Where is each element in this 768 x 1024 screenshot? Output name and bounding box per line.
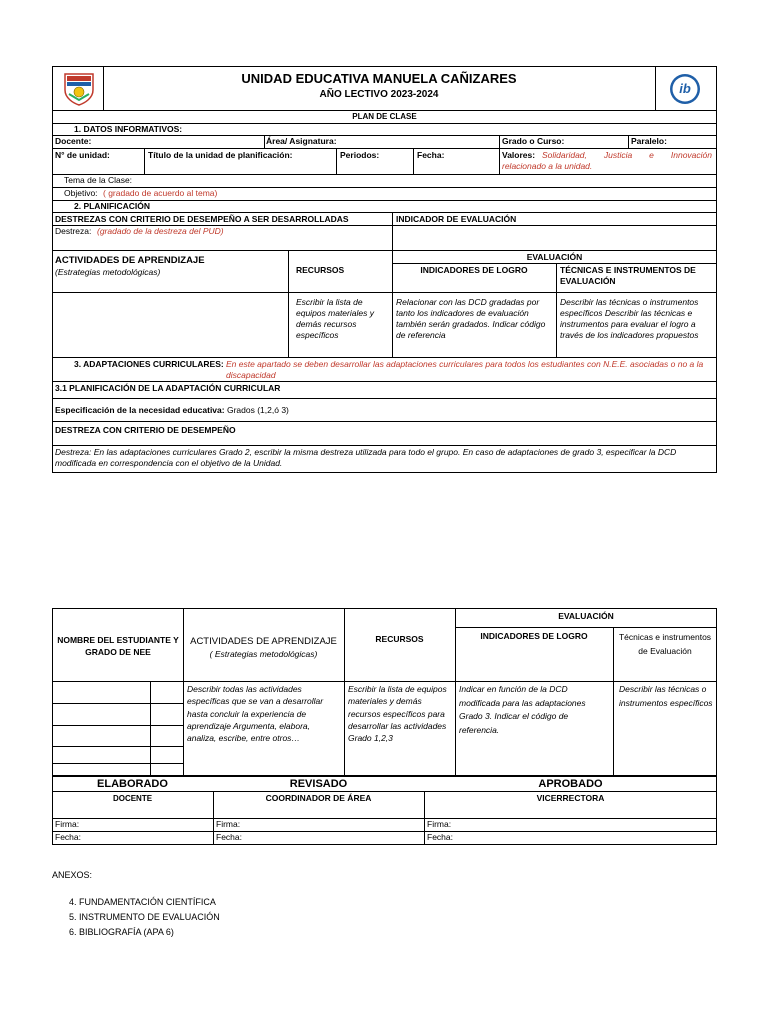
fecha-docente: Fecha: [55,832,81,842]
especificacion-row [55,405,289,416]
destrezas-header: DESTREZAS CON CRITERIO DE DESEMPEÑO A SER DESARROLLADAS [55,214,349,224]
section1-title: 1. DATOS INFORMATIVOS: [74,124,183,134]
actividades-sub: (Estrategias metodológicas) [55,267,161,277]
firma-vicerrectora: Firma: [427,819,452,829]
actividades-title: ACTIVIDADES DE APRENDIZAJE [55,255,205,266]
indicadores-logro-header: INDICADORES DE LOGRO [420,265,528,275]
grado-label: Grado o Curso: [502,136,565,146]
plan-title: PLAN DE CLASE [352,112,417,121]
tema-label: Tema de la Clase: [64,175,133,185]
docente-label: Docente: [55,136,92,146]
coordinador-role: COORDINADOR DE ÁREA [265,793,372,803]
t2-recursos: RECURSOS [375,634,424,644]
recursos-text: Escribir la lista de equipos materiales y demás recursos específicos [296,297,374,340]
anexos-title: ANEXOS: [52,870,93,880]
especificacion-value: Grados (1,2,ó 3) [226,405,289,415]
titulo-unidad-label: Título de la unidad de planificación: [148,150,293,160]
indicadores-text: Relacionar con las DCD gradadas por tanto los indicadores de evaluación también serán gradados. Indicar código de referencia [396,297,546,340]
school-name: UNIDAD EDUCATIVA MANUELA CAÑIZARES [241,71,517,86]
t2-nombre: NOMBRE DEL ESTUDIANTE Y GRADO DE NEE [57,635,179,657]
fecha-vicerrectora: Fecha: [427,832,453,842]
firma-docente: Firma: [55,819,80,829]
section3-note: En este apartado se deben desarrollar las adaptaciones curriculares para todos los estudiantes con N.E.E. asociadas o no a la discapacidad [226,359,704,380]
t2-actividades-text: Describir todas las actividades específicas que se van a desarrollar hasta concluir la experiencia de aprendizaje Argumenta, elabora, analiza, escribe, entre otros… [187,684,324,744]
t2-tecnicas-text: Describir las técnicas o instrumentos específicos [619,684,713,708]
school-year: AÑO LECTIVO 2023-2024 [319,89,439,100]
tecnicas-header: TÉCNICAS E INSTRUMENTOS DE EVALUACIÓN [560,265,696,286]
destreza-text: (gradado de la destreza del PUD) [97,226,224,236]
paralelo-label: Paralelo: [631,136,667,146]
fecha-coordinador: Fecha: [216,832,242,842]
t2-recursos-text: Escribir la lista de equipos materiales y demás recursos específicos para desarrollar las actividades Grado 1,2,3 [348,684,447,744]
t2-tecnicas: Técnicas e instrumentos de Evaluación [618,632,712,656]
anexo-item: 6. BIBLIOGRAFÍA (APA 6) [69,927,174,937]
anexo-item: 4. FUNDAMENTACIÓN CIENTÍFICA [69,897,216,907]
especificacion-label: Especificación de la necesidad educativa: [55,405,225,415]
docente-role: DOCENTE [112,794,153,803]
valores-text: Solidaridad, Justicia e Innovación relacionado a la unidad. [502,150,712,171]
evaluacion-header: EVALUACIÓN [526,252,583,262]
section2-title: 2. PLANIFICACIÓN [74,201,151,211]
t2-actividades-title: ACTIVIDADES DE APRENDIZAJE [190,636,337,647]
school-crest-logo [63,72,95,106]
fecha-label: Fecha: [417,150,445,160]
firma-coordinador: Firma: [216,819,241,829]
anexo-item: 5. INSTRUMENTO DE EVALUACIÓN [69,912,220,922]
planificacion-adaptacion: 3.1 PLANIFICACIÓN DE LA ADAPTACIÓN CURRICULAR [55,383,281,393]
ib-logo: ib [666,72,704,106]
t2-evaluacion: EVALUACIÓN [558,611,614,621]
section3-title: 3. ADAPTACIONES CURRICULARES: [74,359,224,369]
tecnicas-text: Describir las técnicas o instrumentos específicos Describir las técnicas e instrumentos para evaluar el logro a través de los indicadores propuestos [560,297,699,340]
destreza-criterio-header: DESTREZA CON CRITERIO DE DESEMPEÑO [55,425,236,435]
t2-indicadores-text: Indicar en función de la DCD modificada para las adaptaciones Grado 3. Indicar el código de referencia. [459,684,586,735]
unidad-label: N° de unidad: [55,150,110,160]
elaborado-label: ELABORADO [97,778,168,790]
periodos-label: Periodos: [340,150,380,160]
indicador-header: INDICADOR DE EVALUACIÓN [396,214,517,224]
objetivo-label: Objetivo: [64,188,98,198]
destreza-note: Destreza: En las adaptaciones curriculares Grado 2, escribir la misma destreza utilizada para todo el grupo. En caso de adaptaciones de grado 3, especificar la DCD modificada en correspondencia con el objetivo de la Unidad. [55,447,677,468]
aprobado-label: APROBADO [538,778,603,790]
area-label: Área/ Asignatura: [266,136,337,146]
vicerrectora-role: VICERRECTORA [536,793,605,803]
destreza-label: Destreza: [55,226,92,236]
recursos-header: RECURSOS [296,265,345,275]
valores-label: Valores: [502,150,536,160]
objetivo-text: ( gradado de acuerdo al tema) [103,188,218,198]
revisado-label: REVISADO [289,778,348,790]
t2-indicadores: INDICADORES DE LOGRO [480,631,588,641]
t2-actividades-sub: ( Estrategias metodológicas) [209,649,318,659]
